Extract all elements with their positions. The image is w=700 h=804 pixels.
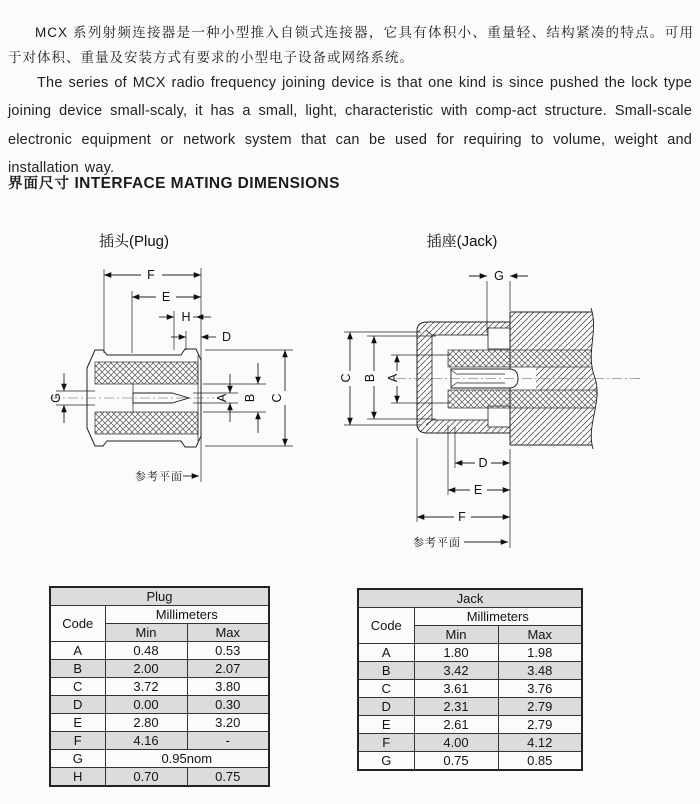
table-row: D 0.00 0.30	[50, 696, 269, 714]
nominal-value-cell: 0.95nom	[105, 750, 269, 768]
max-header: Max	[187, 624, 269, 642]
table-row	[50, 587, 269, 606]
code-header: Code	[50, 606, 105, 642]
jack-dim-D: D	[478, 456, 488, 470]
plug-table-title: Plug	[50, 587, 269, 606]
jack-dim-E: E	[473, 483, 483, 497]
interface-dimension-drawings	[0, 225, 700, 555]
jack-drawing-title: 插座(Jack)	[426, 233, 498, 250]
intro-paragraph-en: The series of MCX radio frequency joining device is that one kind is since pushed the lock type joining device small-scaly, it has a small, light, characteristic with comp-act structure. Small-scale electronic equipment or network system that can be used for requiring to volume, weight and installation way.	[8, 74, 692, 176]
table-row: C 3.61 3.76	[358, 680, 582, 698]
table-row: B 2.00 2.07	[50, 660, 269, 678]
plug-reference-plane-label: 参考平面	[135, 471, 183, 483]
table-row: D 2.31 2.79	[358, 698, 582, 716]
min-header: Min	[414, 626, 498, 644]
table-row	[358, 608, 582, 626]
table-row: A 1.80 1.98	[358, 644, 582, 662]
plug-dim-D: D	[222, 330, 232, 344]
section-heading-en: INTERFACE MATING DIMENSIONS	[74, 175, 340, 192]
table-row: E 2.61 2.79	[358, 716, 582, 734]
jack-drawing	[339, 232, 648, 549]
plug-dim-G: G	[49, 393, 63, 403]
table-row: A 0.48 0.53	[50, 642, 269, 660]
min-header: Min	[105, 624, 187, 642]
table-row: E 2.80 3.20	[50, 714, 269, 732]
jack-reference-plane-label: 参考平面	[413, 537, 461, 549]
plug-dim-F: F	[147, 268, 155, 282]
jack-dim-G: G	[494, 269, 504, 283]
table-row	[50, 606, 269, 624]
jack-table-title: Jack	[358, 589, 582, 608]
plug-dim-A: A	[215, 393, 229, 403]
plug-drawing	[49, 232, 293, 483]
section-heading-zh: 界面尺寸	[8, 176, 70, 192]
section-heading	[8, 172, 340, 193]
intro-paragraph-zh: MCX 系列射频连接器是一种小型推入自锁式连接器，它具有体积小、重量轻、结构紧凑的特点。可用于对体积、重量及安装方式有要求的小型电子设备或网络系统。	[8, 24, 694, 65]
plug-drawing-title: 插头(Plug)	[98, 233, 170, 250]
plug-dim-H: H	[181, 310, 191, 324]
jack-dim-C: C	[339, 373, 353, 383]
table-row: C 3.72 3.80	[50, 678, 269, 696]
plug-dim-E: E	[161, 290, 171, 304]
code-header: Code	[358, 608, 414, 644]
table-row: G 0.75 0.85	[358, 752, 582, 771]
jack-dim-A: A	[386, 373, 400, 383]
table-row: F 4.16 -	[50, 732, 269, 750]
table-row: B 3.42 3.48	[358, 662, 582, 680]
max-header: Max	[498, 626, 582, 644]
jack-dimension-table	[357, 588, 583, 771]
unit-header: Millimeters	[414, 608, 582, 626]
unit-header: Millimeters	[105, 606, 269, 624]
plug-dim-B: B	[243, 393, 257, 403]
table-row: F 4.00 4.12	[358, 734, 582, 752]
table-row: G 0.95nom	[50, 750, 269, 768]
jack-dim-B: B	[363, 373, 377, 383]
plug-dimension-table	[49, 586, 270, 787]
table-row: H 0.70 0.75	[50, 768, 269, 787]
plug-dim-C: C	[270, 393, 284, 403]
jack-dim-F: F	[458, 510, 466, 524]
jack-cross-section	[396, 308, 648, 449]
table-row	[358, 589, 582, 608]
